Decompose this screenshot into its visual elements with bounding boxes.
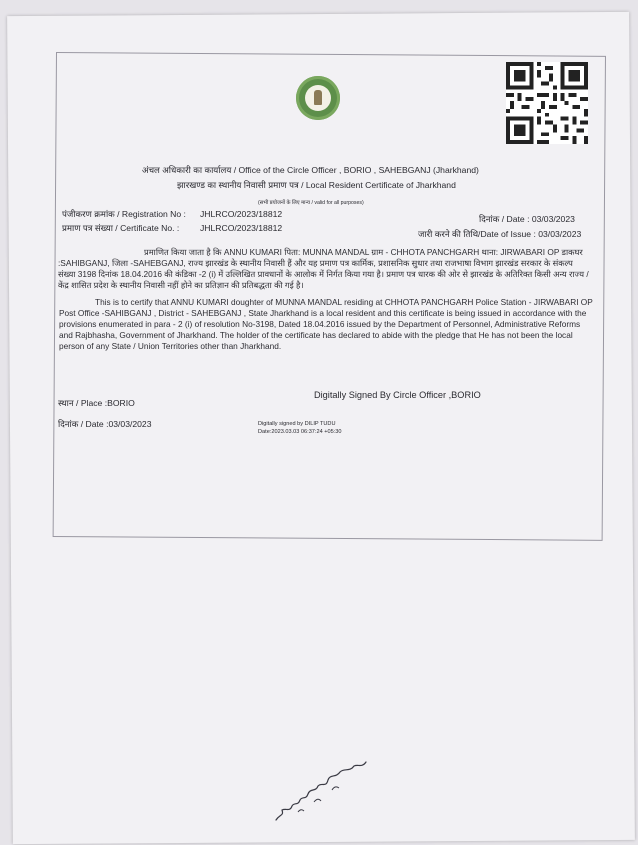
hindi-body-paragraph: प्रमाणित किया जाता है कि ANNU KUMARI पिता: MUNNA MANDAL ग्राम - CHHOTA PANCHGARH थाना: JIRWABARI OP डाकघर :SAHIBGANJ, जिला -SAHEBGANJ, राज्य झारखंड के स्थानीय निवासी हैं और यह प्रमाण पत्र कार्मिक, प्रशासनिक सुधार तथा राजभाषा विभाग झारखंड सरकार के संकल्प संख्या 3198 दिनांक 18.04.2016 की कंडिका -2 (i) में उल्लिखित प्रावधानों के आलोक में निर्गत किया गया है। प्रमाण पत्र धारक की ओर से झारखंड के अतिरिक्त किसी अन्य राज्य / केंद्र शासित प्रदेश के स्थानीय निवासी नहीं होने का प्रतिज्ञान की प्रतिबद्धता की गई है।: [58, 247, 589, 290]
handwritten-note: [270, 756, 380, 826]
registration-label: पंजीकरण क्रमांक / Registration No :: [62, 209, 186, 219]
issue-date: जारी करने की तिथि/Date of Issue : 03/03/2023: [418, 229, 582, 239]
qr-code-icon: [506, 62, 588, 144]
registration-number: JHLRCO/2023/18812: [200, 209, 283, 219]
place-text: स्थान / Place :BORIO: [58, 398, 135, 408]
certificate-number: JHLRCO/2023/18812: [200, 223, 283, 233]
digital-signature-name: Digitally signed by DILIP TUDU: [258, 421, 336, 427]
office-line: अंचल अधिकारी का कार्यालय / Office of the Circle Officer , BORIO , SAHEBGANJ (Jharkhand): [142, 165, 479, 175]
certificate-date: दिनांक / Date : 03/03/2023: [479, 214, 575, 224]
digital-signature-date: Date:2023.03.03 06:37:24 +05:30: [258, 429, 342, 435]
english-body-paragraph: This is to certify that ANNU KUMARI doughter of MUNNA MANDAL residing at CHHOTA PANCHGARH Police Station - JIRWABARI OP Post Office -SAHIBGANJ , District - SAHEBGANJ , State Jharkhand is a local resident and this certificate is being issued in accordance with the provisions enumerated in para - 2 (i) of resolution No-3198, Dated 18.04.2016 issued by the Department of Personnel, Administrative Reforms and Rajbhasha, Government of Jharkhand. The holder of the certificate has declared to abide with the pledge that He has not been the local person of any State / Union Territories other than Jharkhand.: [59, 297, 593, 351]
certificate-label: प्रमाण पत्र संख्या / Certificate No. :: [62, 223, 180, 233]
signed-by-text: Digitally Signed By Circle Officer ,BORIO: [314, 390, 481, 400]
date-text: दिनांक / Date :03/03/2023: [58, 419, 152, 429]
certificate-title: झारखण्ड का स्थानीय निवासी प्रमाण पत्र / Local Resident Certificate of Jharkhand: [177, 180, 456, 190]
jharkhand-emblem-icon: [296, 76, 340, 120]
valid-note: (सभी प्रयोजनों के लिए मान्य / valid for all purposes): [258, 200, 364, 206]
